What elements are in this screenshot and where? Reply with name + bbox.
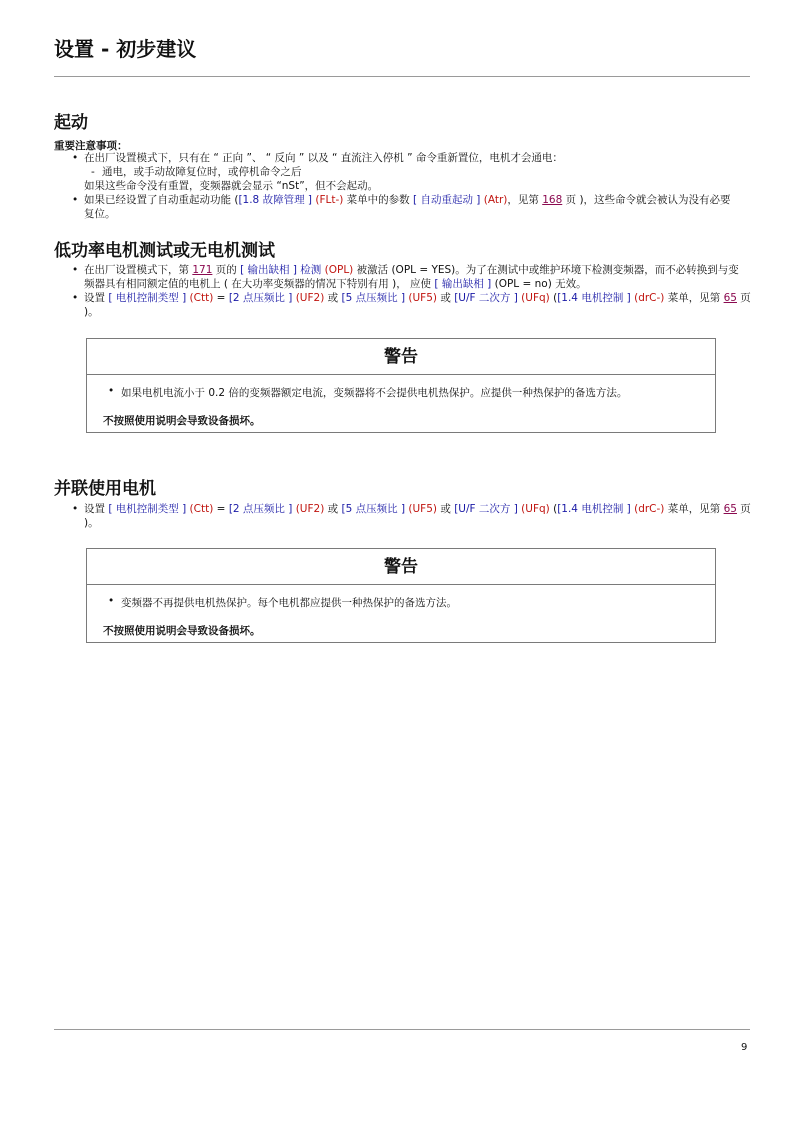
header-divider	[54, 76, 750, 77]
text: 在出厂设置模式下，第	[84, 264, 193, 276]
param-ref-uf-quadratic[interactable]: [U/F 二次方 ]	[454, 292, 518, 304]
text: =	[213, 503, 229, 515]
text: =	[213, 292, 229, 304]
text: 如果这些命令没有重置，变频器就会显示 “nSt”，但不会起动。	[84, 180, 379, 192]
text: 或	[437, 503, 455, 515]
param-ref-5pt-vf[interactable]: [5 点压频比 ]	[341, 292, 406, 304]
menu-code-drc: (drC-)	[630, 292, 665, 304]
param-ref-auto-restart[interactable]: [ 自动重起动 ]	[413, 194, 481, 206]
text: 菜单中的参数	[343, 194, 414, 206]
text: 菜单，见第	[664, 292, 724, 304]
param-code-atr: (Atr)	[480, 194, 508, 206]
warning-title: 警告	[87, 549, 715, 585]
startup-bullet-1-continued	[54, 179, 754, 193]
footer-divider	[54, 1029, 750, 1030]
warning-item: • 变频器不再提供电机热保护。每个电机都应提供一种热保护的备选方法。	[121, 595, 457, 610]
startup-bullet-1	[54, 151, 754, 165]
page-title: 设置 - 初步建议	[54, 37, 197, 61]
text: 在出厂设置模式下，只有在 “ 正向 ”、 “ 反向 ” 以及 “ 直流注入停机 ” 命令重新置位，电机才会通电：	[84, 152, 563, 164]
warning-box-1	[86, 338, 716, 433]
section-heading-low-power-test: 低功率电机测试或无电机测试	[54, 241, 275, 261]
text: 被激活 (OPL = YES)。为了在测试中或维护环境下检测变频器，而不必转换到与变	[353, 264, 739, 276]
param-code-opl: (OPL)	[321, 264, 354, 276]
warning-footer: 不按照使用说明会导致设备损坏。	[103, 625, 261, 637]
startup-body	[54, 151, 754, 221]
section-heading-startup: 起动	[54, 113, 88, 133]
text: 设置	[84, 292, 109, 304]
low-power-bullet-1-continued	[54, 277, 754, 291]
warning-footer: 不按照使用说明会导致设备损坏。	[103, 415, 261, 427]
page-link-171[interactable]: 171	[192, 264, 213, 276]
text: 频器具有相同额定值的电机上 ( 在大功率变频器的情况下特别有用 )， 应使	[84, 278, 435, 290]
menu-ref-motor-control[interactable]: [1.4 电机控制 ]	[557, 292, 631, 304]
low-power-body	[54, 263, 754, 319]
text: 页 )。	[84, 292, 751, 318]
page-link-65[interactable]: 65	[723, 503, 737, 515]
param-code-ufq: (UFq)	[517, 292, 550, 304]
param-code-ctt: (Ctt)	[186, 292, 214, 304]
param-code-ufq: (UFq)	[517, 503, 550, 515]
text: 如果已经设置了自动重起动功能 (	[84, 194, 239, 206]
menu-code-flt: (FLt-)	[312, 194, 344, 206]
menu-ref-fault-management[interactable]: [1.8 故障管理 ]	[238, 194, 313, 206]
warning-box-2	[86, 548, 716, 643]
param-ref-motor-control-type[interactable]: [ 电机控制类型 ]	[108, 292, 187, 304]
important-note-label: 重要注意事项：	[54, 140, 128, 152]
warning-title: 警告	[87, 339, 715, 375]
text: 页 )，这些命令就会被认为没有必要	[562, 194, 731, 206]
page-number: 9	[741, 1042, 748, 1053]
startup-sub-item	[54, 165, 754, 179]
param-code-uf2: (UF2)	[292, 292, 325, 304]
page-link-65[interactable]: 65	[723, 292, 737, 304]
text: (	[549, 503, 558, 515]
low-power-bullet-2	[54, 291, 754, 319]
param-ref-motor-control-type[interactable]: [ 电机控制类型 ]	[108, 503, 187, 515]
text: 或	[324, 292, 342, 304]
param-code-ctt: (Ctt)	[186, 503, 214, 515]
startup-bullet-2-continued	[54, 207, 754, 221]
param-ref-2pt-vf[interactable]: [2 点压频比 ]	[228, 503, 293, 515]
page-link-168[interactable]: 168	[542, 194, 563, 206]
param-ref-2pt-vf[interactable]: [2 点压频比 ]	[228, 292, 293, 304]
param-ref-uf-quadratic[interactable]: [U/F 二次方 ]	[454, 503, 518, 515]
text: 菜单，见第	[664, 503, 724, 515]
text: 通电，或手动故障复位时，或停机命令之后	[102, 166, 302, 178]
param-code-uf5: (UF5)	[405, 503, 437, 515]
startup-bullet-2	[54, 193, 754, 207]
warning-body	[87, 585, 715, 642]
text: ，见第	[507, 194, 543, 206]
warning-item: • 如果电机电流小于 0.2 倍的变频器额定电流，变频器将不会提供电机热保护。应提供一种热保护的备选方法。	[121, 385, 627, 400]
parallel-body	[54, 502, 754, 530]
text: 页 )。	[84, 503, 751, 529]
param-ref-output-phase-loss[interactable]: [ 输出缺相 ] 检测	[240, 264, 322, 276]
text: 设置	[84, 503, 109, 515]
menu-code-drc: (drC-)	[630, 503, 665, 515]
text: (	[549, 292, 558, 304]
parallel-bullet-1	[54, 502, 754, 530]
param-ref-output-phase-loss-2[interactable]: [ 输出缺相 ]	[434, 278, 492, 290]
text: (OPL = no) 无效。	[491, 278, 587, 290]
low-power-bullet-1	[54, 263, 754, 277]
text: 或	[437, 292, 455, 304]
param-ref-5pt-vf[interactable]: [5 点压频比 ]	[341, 503, 406, 515]
text: 复位。	[84, 208, 116, 220]
section-heading-parallel-motors: 并联使用电机	[54, 479, 156, 499]
text: 页的	[212, 264, 241, 276]
text: 或	[324, 503, 342, 515]
param-code-uf2: (UF2)	[292, 503, 325, 515]
warning-body	[87, 375, 715, 432]
menu-ref-motor-control[interactable]: [1.4 电机控制 ]	[557, 503, 631, 515]
param-code-uf5: (UF5)	[405, 292, 437, 304]
